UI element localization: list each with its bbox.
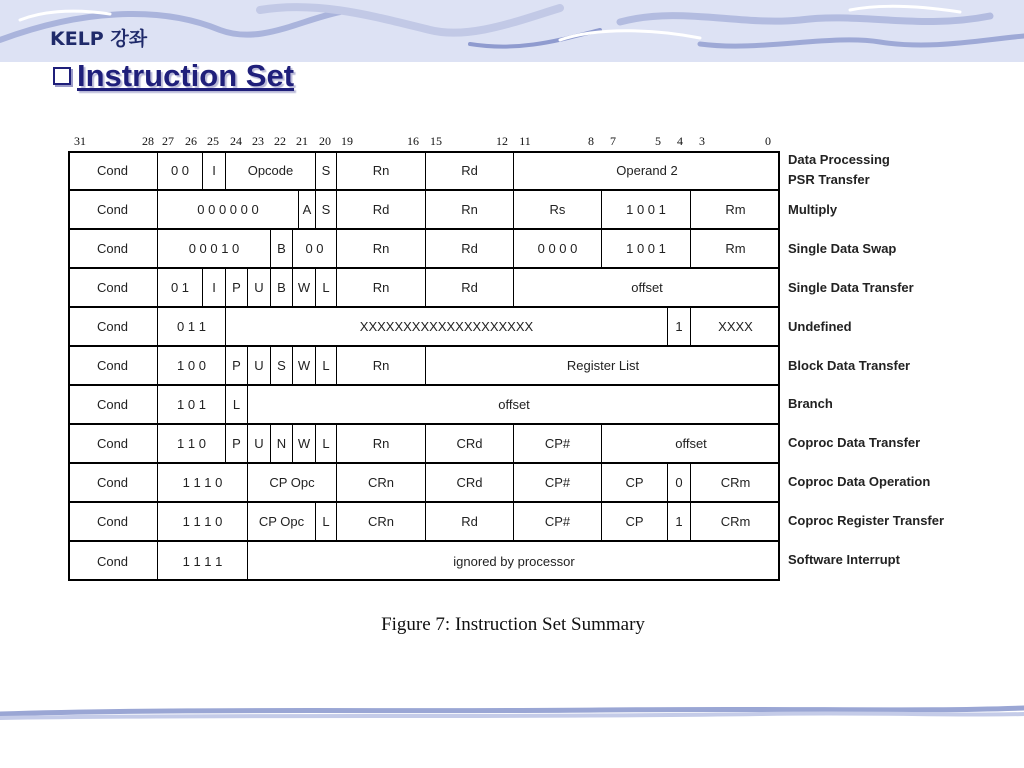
field-cell: 0 0 <box>158 151 203 190</box>
row-divider <box>68 384 780 386</box>
field-cell: I <box>203 151 226 190</box>
field-cell: CP# <box>514 424 602 463</box>
row-divider <box>68 306 780 308</box>
field-cell: 0 0 0 0 0 0 <box>158 190 299 229</box>
field-cell: P <box>226 346 248 385</box>
field-cell: CP <box>602 463 668 502</box>
field-cell: CRn <box>337 463 426 502</box>
table-row <box>68 268 780 307</box>
field-cell: CRm <box>720 475 751 490</box>
bit-label: 27 <box>162 134 174 148</box>
table-row <box>68 229 780 268</box>
field-cell: 1 0 1 <box>158 385 226 424</box>
field-cell: 1 0 0 1 <box>602 190 691 229</box>
field-cell: L <box>316 268 337 307</box>
field-cell: XXXX <box>718 319 753 334</box>
row-label: Single Data Transfer <box>788 280 914 295</box>
field-cell: S <box>271 346 293 385</box>
field-cell: Cond <box>68 385 158 424</box>
field-cell: 0 1 1 <box>158 307 226 346</box>
field-cell: B <box>271 229 293 268</box>
field-cell: S <box>316 190 337 229</box>
row-divider <box>68 462 780 464</box>
header-banner <box>0 0 1024 62</box>
field-cell: Rm <box>725 202 746 217</box>
row-label: Undefined <box>788 319 852 334</box>
field-cell: Cond <box>68 346 158 385</box>
slide-title: Instruction Set <box>77 58 295 93</box>
field-cell: L <box>226 385 248 424</box>
field-cell: XXXXXXXXXXXXXXXXXXXX <box>226 307 668 346</box>
field-cell: CP# <box>514 502 602 541</box>
field-cell: 1 0 0 <box>158 346 226 385</box>
bit-label: 21 <box>296 134 308 148</box>
field-cell: Rn <box>337 268 426 307</box>
table-row <box>68 385 780 424</box>
bit-label: 22 <box>274 134 286 148</box>
field-cell: offset <box>498 397 530 412</box>
field-cell: Cond <box>68 541 158 581</box>
field-cell: 1 1 0 <box>158 424 226 463</box>
table-row <box>68 346 780 385</box>
field-cell: Cond <box>68 151 158 190</box>
field-cell: Opcode <box>226 151 316 190</box>
bit-label: 26 <box>185 134 197 148</box>
field-cell: Cond <box>68 463 158 502</box>
field-cell: offset <box>631 280 663 295</box>
field-cell: U <box>248 268 271 307</box>
bit-label: 16 <box>407 134 419 148</box>
field-cell: CRn <box>337 502 426 541</box>
field-cell: U <box>248 346 271 385</box>
field-cell: L <box>316 346 337 385</box>
field-cell: CP# <box>514 463 602 502</box>
figure-caption-text: Figure 7: Instruction Set Summary <box>381 614 645 635</box>
checkbox-bullet-icon <box>53 67 71 85</box>
field-cell: Rn <box>337 424 426 463</box>
field-cell: Cond <box>68 190 158 229</box>
row-divider <box>68 189 780 191</box>
field-cell: Rd <box>426 229 514 268</box>
field-cell: U <box>248 424 271 463</box>
field-cell: Operand 2 <box>616 163 678 178</box>
field-cell: L <box>316 424 337 463</box>
table-row <box>68 502 780 541</box>
figure-caption <box>0 614 1024 636</box>
field-cell: W <box>293 268 316 307</box>
row-label: Multiply <box>788 202 838 217</box>
field-cell: Rm <box>725 241 746 256</box>
bit-label: 28 <box>142 134 154 148</box>
bit-label: 23 <box>252 134 264 148</box>
bit-label: 8 <box>588 134 594 148</box>
field-cell: 1 1 1 1 <box>158 541 248 581</box>
bit-label: 20 <box>319 134 331 148</box>
row-label: Single Data Swap <box>788 241 897 256</box>
row-divider <box>68 228 780 230</box>
table-row <box>68 307 780 346</box>
bit-label: 24 <box>230 134 242 148</box>
field-cell: offset <box>675 436 707 451</box>
table-row <box>68 541 780 581</box>
field-cell: P <box>226 424 248 463</box>
field-cell: Rn <box>426 190 514 229</box>
course-label: KELP 강좌 <box>50 28 148 50</box>
field-cell: Rn <box>337 346 426 385</box>
row-label: Branch <box>788 396 833 411</box>
field-cell: 1 1 1 0 <box>158 463 248 502</box>
field-cell: 0 0 0 1 0 <box>158 229 271 268</box>
row-divider <box>68 345 780 347</box>
field-cell: N <box>271 424 293 463</box>
field-cell: CP <box>602 502 668 541</box>
instruction-format-table <box>68 151 780 581</box>
slide-title-row <box>53 58 294 94</box>
field-cell: CP Opc <box>248 502 316 541</box>
field-cell: 1 1 1 0 <box>158 502 248 541</box>
field-cell: Rs <box>514 190 602 229</box>
row-divider <box>68 423 780 425</box>
field-cell: Rd <box>426 268 514 307</box>
field-cell: Rd <box>426 502 514 541</box>
field-cell: S <box>316 151 337 190</box>
field-cell: 1 0 0 1 <box>602 229 691 268</box>
field-cell: B <box>271 268 293 307</box>
field-cell: I <box>203 268 226 307</box>
row-label: Data Processing PSR Transfer <box>788 152 890 187</box>
field-cell: Cond <box>68 502 158 541</box>
row-divider <box>68 501 780 503</box>
bit-label: 12 <box>496 134 508 148</box>
field-cell: P <box>226 268 248 307</box>
bit-label: 0 <box>765 134 771 148</box>
row-label: Coproc Data Operation <box>788 474 931 489</box>
field-cell: L <box>316 502 337 541</box>
field-cell: W <box>293 424 316 463</box>
field-cell: Cond <box>68 307 158 346</box>
field-cell: 1 <box>668 307 691 346</box>
bit-label: 25 <box>207 134 219 148</box>
table-row <box>68 151 780 190</box>
bit-label: 19 <box>341 134 353 148</box>
field-cell: Cond <box>68 229 158 268</box>
field-cell: CP Opc <box>248 463 337 502</box>
field-cell: 0 0 <box>293 229 337 268</box>
row-label: Block Data Transfer <box>788 358 911 373</box>
field-cell: 0 <box>668 463 691 502</box>
field-cell: Rn <box>337 229 426 268</box>
row-divider <box>68 267 780 269</box>
bit-label: 7 <box>610 134 616 148</box>
field-cell: CRd <box>426 424 514 463</box>
table-row <box>68 463 780 502</box>
field-cell: 0 0 0 0 <box>514 229 602 268</box>
bit-label: 5 <box>655 134 661 148</box>
field-cell: CRm <box>720 514 751 529</box>
field-cell: CRd <box>426 463 514 502</box>
table-row <box>68 190 780 229</box>
field-cell: W <box>293 346 316 385</box>
row-label: Coproc Register Transfer <box>788 513 945 528</box>
field-cell: Cond <box>68 424 158 463</box>
field-cell: A <box>299 190 316 229</box>
bit-label: 11 <box>519 134 531 148</box>
field-cell: Rd <box>426 151 514 190</box>
row-label: Coproc Data Transfer <box>788 435 921 450</box>
footer-swoosh <box>0 700 1024 730</box>
field-cell: Register List <box>566 358 640 373</box>
table-row <box>68 424 780 463</box>
field-cell: Rn <box>337 151 426 190</box>
bit-label: 31 <box>74 134 86 148</box>
bit-label: 3 <box>699 134 705 148</box>
field-cell: Cond <box>68 268 158 307</box>
field-cell: 0 1 <box>158 268 203 307</box>
field-cell: 1 <box>668 502 691 541</box>
field-cell: ignored by processor <box>453 553 575 569</box>
field-cell: Rd <box>337 190 426 229</box>
bit-label: 15 <box>430 134 442 148</box>
bit-label: 4 <box>677 134 683 148</box>
row-divider <box>68 540 780 542</box>
row-label: Software Interrupt <box>788 552 900 567</box>
